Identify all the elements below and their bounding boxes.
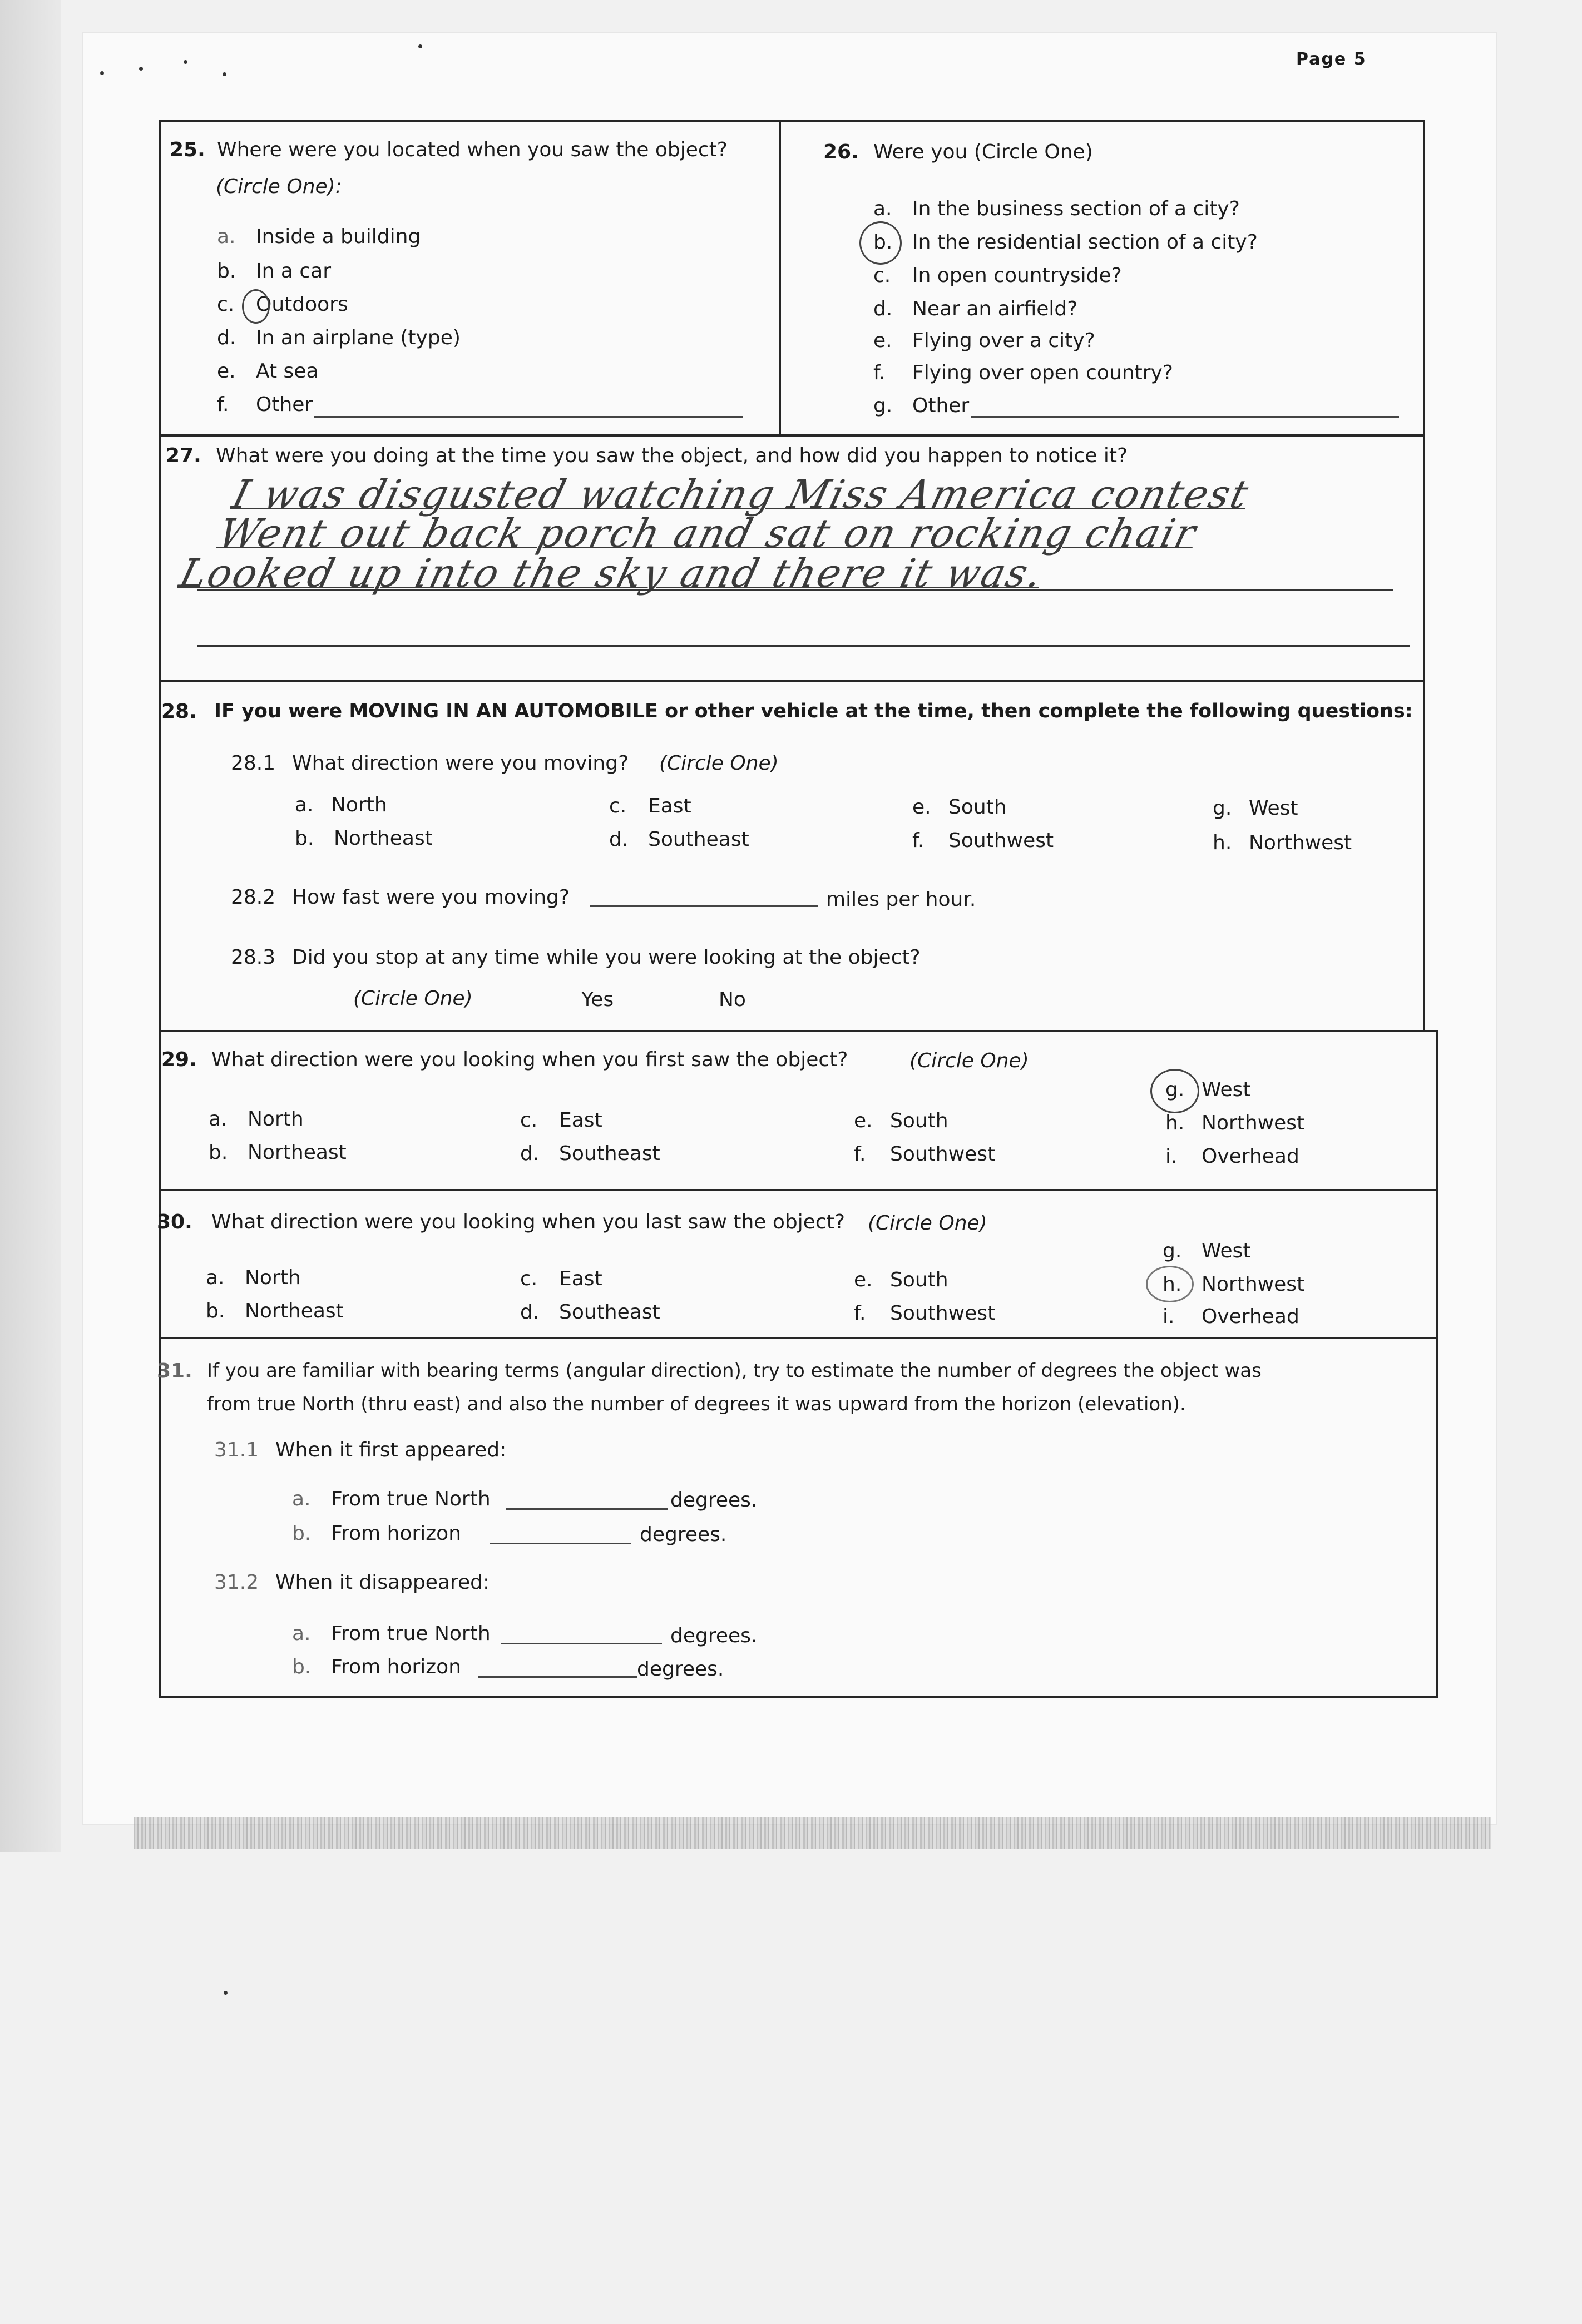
- q28-1-option-text[interactable]: Northeast: [334, 827, 433, 850]
- q28-1-option-label: a.: [295, 794, 314, 816]
- q27-answer-line: [197, 589, 1393, 591]
- q31-1-b-blank[interactable]: [490, 1543, 631, 1544]
- q26-option-label: f.: [873, 361, 886, 384]
- q28-1-option-text[interactable]: Northwest: [1249, 831, 1352, 854]
- scan-edge-smudge: [134, 1817, 1491, 1849]
- q30-option-text[interactable]: Northeast: [245, 1300, 344, 1322]
- page-number: Page 5: [1296, 49, 1367, 69]
- answer-circle-q29: [1150, 1069, 1199, 1113]
- q28-3-instruction: (Circle One): [353, 987, 473, 1010]
- q25-option-label: f.: [217, 393, 229, 416]
- q28-1-option-text[interactable]: South: [948, 796, 1007, 819]
- section-q28: [159, 680, 1425, 1032]
- q28-1-option-text[interactable]: North: [331, 794, 387, 816]
- q28-1-instruction: (Circle One): [659, 752, 779, 775]
- q28-1-question: What direction were you moving?: [292, 752, 629, 775]
- q26-option-label: d.: [873, 298, 893, 320]
- q30-option-text[interactable]: Northwest: [1202, 1273, 1305, 1296]
- q29-option-label: i.: [1165, 1145, 1178, 1168]
- q30-option-label: e.: [854, 1268, 873, 1291]
- q29-option-text[interactable]: Southwest: [890, 1143, 996, 1166]
- q31-2-b-suffix: degrees.: [637, 1658, 724, 1681]
- q28-1-option-label: e.: [912, 796, 931, 819]
- answer-circle-q26: [859, 221, 902, 265]
- q29-option-text[interactable]: North: [248, 1108, 304, 1131]
- answer-circle-q30: [1146, 1266, 1194, 1302]
- q26-option-text[interactable]: Other: [912, 394, 970, 417]
- q31-2-a-label: a.: [292, 1622, 311, 1645]
- q28-1-option-label: b.: [295, 827, 314, 850]
- q30-option-label: a.: [206, 1266, 225, 1289]
- q31-question-line-1: If you are familiar with bearing terms (angular direction), try to estimate the number of degrees the object was: [207, 1360, 1262, 1382]
- q29-option-label: b.: [209, 1141, 228, 1164]
- scan-speck: [100, 71, 104, 75]
- q29-option-label: f.: [854, 1143, 866, 1166]
- page-underlay-edge: [0, 0, 61, 1852]
- q28-number: 28.: [161, 700, 197, 723]
- q31-2-a-blank[interactable]: [501, 1643, 662, 1644]
- q26-option-label: g.: [873, 394, 893, 417]
- q28-2-number: 28.2: [231, 886, 276, 909]
- q31-1-a-suffix: degrees.: [670, 1489, 758, 1512]
- q31-2-number: 31.2: [214, 1571, 259, 1594]
- q30-option-label: g.: [1163, 1240, 1182, 1262]
- q31-1-a-text: From true North: [331, 1488, 491, 1510]
- q31-1-b-suffix: degrees.: [640, 1523, 727, 1546]
- q31-1-number: 31.1: [214, 1439, 259, 1461]
- q26-option-label: a.: [873, 197, 892, 220]
- q31-2-a-text: From true North: [331, 1622, 491, 1645]
- q30-option-label: i.: [1163, 1305, 1175, 1328]
- q31-2-b-label: b.: [292, 1656, 312, 1678]
- q25-option-text[interactable]: In a car: [256, 260, 332, 283]
- q30-option-text[interactable]: South: [890, 1268, 948, 1291]
- q31-1-b-text: From horizon: [331, 1522, 462, 1545]
- q25-option-text[interactable]: Outdoors: [256, 293, 348, 316]
- q29-option-text[interactable]: West: [1202, 1078, 1251, 1101]
- q25-option-label: c.: [217, 293, 235, 316]
- q28-2-speed-blank[interactable]: [590, 905, 818, 907]
- q25-option-label: e.: [217, 360, 236, 383]
- q25-number: 25.: [170, 138, 205, 161]
- q30-option-text[interactable]: East: [559, 1267, 602, 1290]
- q28-1-option-label: c.: [609, 795, 627, 817]
- q31-2-a-suffix: degrees.: [670, 1624, 758, 1647]
- q25-option-label: b.: [217, 260, 236, 283]
- q30-question: What direction were you looking when you last saw the object?: [211, 1211, 845, 1233]
- q29-option-text[interactable]: South: [890, 1109, 948, 1132]
- q31-1-a-label: a.: [292, 1488, 311, 1510]
- q29-option-text[interactable]: Southeast: [559, 1142, 660, 1165]
- q29-option-label: h.: [1165, 1112, 1185, 1134]
- q26-number: 26.: [823, 141, 859, 163]
- q26-option-label: b.: [873, 231, 893, 254]
- q25-option-label: a.: [217, 225, 236, 248]
- q31-2-b-text: From horizon: [331, 1656, 462, 1678]
- q29-instruction: (Circle One): [909, 1049, 1029, 1072]
- q25-option-text[interactable]: At sea: [256, 360, 319, 383]
- scan-speck: [223, 72, 226, 76]
- q26-option-text[interactable]: Flying over a city?: [912, 329, 1095, 352]
- q29-option-label: a.: [209, 1108, 228, 1131]
- q25-other-blank[interactable]: [314, 416, 743, 418]
- q31-question-line-2: from true North (thru east) and also the number of degrees it was upward from the horizon (elevation).: [207, 1393, 1186, 1415]
- scan-speck: [224, 1991, 228, 1995]
- q27-handwritten-answer: Went out back porch and sat on rocking chair: [214, 511, 1202, 556]
- q28-1-option-text[interactable]: Southwest: [948, 829, 1054, 852]
- q30-option-label: c.: [520, 1267, 538, 1290]
- q28-1-number: 28.1: [231, 752, 276, 775]
- scan-speck: [418, 44, 422, 48]
- q30-option-text[interactable]: West: [1202, 1240, 1251, 1262]
- q28-2-question: How fast were you moving?: [292, 886, 570, 909]
- q26-option-text[interactable]: Near an airfield?: [912, 298, 1078, 320]
- q29-question: What direction were you looking when you first saw the object?: [211, 1048, 848, 1071]
- q29-option-text[interactable]: Northwest: [1202, 1112, 1305, 1134]
- q30-option-label: b.: [206, 1300, 225, 1322]
- q26-other-blank[interactable]: [971, 416, 1399, 418]
- q30-instruction: (Circle One): [868, 1212, 987, 1235]
- q29-option-label: g.: [1165, 1078, 1185, 1101]
- q28-1-option-text[interactable]: East: [648, 795, 691, 817]
- q25-instruction: (Circle One):: [216, 175, 342, 198]
- q31-2-b-blank[interactable]: [478, 1676, 637, 1678]
- q29-option-label: e.: [854, 1109, 873, 1132]
- q28-3-number: 28.3: [231, 946, 276, 969]
- column-divider: [779, 120, 781, 437]
- q31-1-a-blank[interactable]: [506, 1508, 668, 1510]
- q29-number: 29.: [161, 1048, 197, 1071]
- q27-handwritten-answer: I was disgusted watching Miss America contest: [228, 472, 1254, 517]
- q26-option-text[interactable]: In the business section of a city?: [912, 197, 1240, 220]
- q31-1-b-label: b.: [292, 1522, 312, 1545]
- answer-circle-q25: [242, 289, 270, 324]
- q26-option-text[interactable]: Flying over open country?: [912, 361, 1173, 384]
- scan-speck: [139, 67, 143, 71]
- q29-option-text[interactable]: Northeast: [248, 1141, 347, 1164]
- q30-option-label: h.: [1163, 1273, 1182, 1296]
- q31-2-heading: When it disappeared:: [275, 1571, 490, 1594]
- q25-option-text[interactable]: In an airplane (type): [256, 326, 461, 349]
- q29-option-label: c.: [520, 1109, 538, 1132]
- q27-handwritten-answer: Looked up into the sky and there it was.: [175, 551, 1049, 596]
- q30-option-text[interactable]: Overhead: [1202, 1305, 1299, 1328]
- q25-option-text[interactable]: Inside a building: [256, 225, 421, 248]
- q29-option-text[interactable]: East: [559, 1109, 602, 1132]
- q29-option-label: d.: [520, 1142, 540, 1165]
- q28-3-yes-option[interactable]: Yes: [581, 988, 614, 1011]
- q29-option-text[interactable]: Overhead: [1202, 1145, 1299, 1168]
- q28-3-no-option[interactable]: No: [719, 988, 746, 1011]
- q28-3-question: Did you stop at any time while you were looking at the object?: [292, 946, 921, 969]
- q26-option-text[interactable]: In the residential section of a city?: [912, 231, 1258, 254]
- q28-1-option-text[interactable]: Southeast: [648, 828, 749, 851]
- q26-question: Were you (Circle One): [873, 141, 1093, 163]
- q31-number: 31.: [157, 1360, 192, 1382]
- q30-option-text[interactable]: Southwest: [890, 1302, 996, 1325]
- q30-option-text[interactable]: North: [245, 1266, 301, 1289]
- q25-option-text[interactable]: Other: [256, 393, 313, 416]
- q30-option-text[interactable]: Southeast: [559, 1301, 660, 1324]
- q30-option-label: d.: [520, 1301, 540, 1324]
- q28-1-option-label: h.: [1213, 831, 1232, 854]
- q26-option-text[interactable]: In open countryside?: [912, 264, 1122, 287]
- q28-question: IF you were MOVING IN AN AUTOMOBILE or other vehicle at the time, then complete the following questions:: [214, 700, 1413, 722]
- q28-2-suffix: miles per hour.: [826, 888, 976, 911]
- q25-question: Where were you located when you saw the object?: [217, 138, 728, 161]
- q28-1-option-text[interactable]: West: [1249, 797, 1298, 820]
- q30-number: 30.: [157, 1211, 192, 1233]
- section-q25-q26: [159, 120, 1425, 437]
- q27-answer-line: [197, 645, 1410, 647]
- q31-1-heading: When it first appeared:: [275, 1439, 507, 1461]
- q26-option-label: e.: [873, 329, 892, 352]
- q25-option-label: d.: [217, 326, 236, 349]
- q30-option-label: f.: [854, 1302, 866, 1325]
- q26-option-label: c.: [873, 264, 891, 287]
- q27-question: What were you doing at the time you saw the object, and how did you happen to notice it?: [216, 444, 1128, 467]
- q28-1-option-label: f.: [912, 829, 925, 852]
- q27-number: 27.: [166, 444, 201, 467]
- scan-speck: [184, 60, 187, 64]
- q28-1-option-label: d.: [609, 828, 629, 851]
- q28-1-option-label: g.: [1213, 797, 1232, 820]
